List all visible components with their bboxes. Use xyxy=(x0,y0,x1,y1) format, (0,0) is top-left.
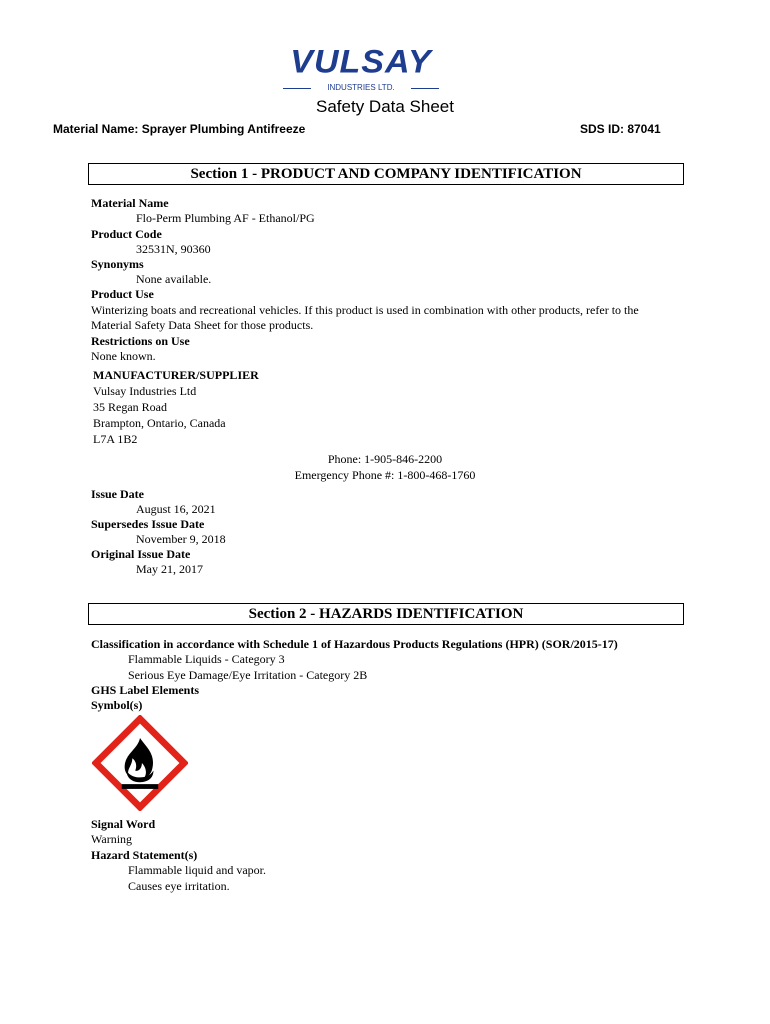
signal-word-label: Signal Word xyxy=(91,817,156,831)
issue-date-label: Issue Date xyxy=(91,487,144,501)
original-issue-value: May 21, 2017 xyxy=(136,562,203,576)
supersedes-value: November 9, 2018 xyxy=(136,532,226,546)
flame-pictogram-icon xyxy=(92,715,188,811)
product-code-value: 32531N, 90360 xyxy=(136,242,211,256)
symbols-label: Symbol(s) xyxy=(91,698,143,712)
hazard-statements-label: Hazard Statement(s) xyxy=(91,848,198,862)
emergency-phone: Emergency Phone #: 1-800-468-1760 xyxy=(294,468,476,482)
restrictions-label: Restrictions on Use xyxy=(91,334,190,348)
supplier-city: Brampton, Ontario, Canada xyxy=(93,416,226,430)
classification-item-2: Serious Eye Damage/Eye Irritation - Category 2B xyxy=(128,668,368,682)
phone: Phone: 1-905-846-2200 xyxy=(327,452,443,466)
material-name-header: Material Name: Sprayer Plumbing Antifreeze xyxy=(53,122,306,136)
logo-subtitle: INDUSTRIES LTD. xyxy=(327,83,395,92)
hazard-statement-1: Flammable liquid and vapor. xyxy=(128,863,266,877)
sds-id: SDS ID: 87041 xyxy=(580,122,661,136)
classification-label: Classification in accordance with Schedule 1 of Hazardous Products Regulations (HPR) (SOR/2015-17) xyxy=(91,637,618,651)
company-logo xyxy=(283,44,439,96)
supplier-street: 35 Regan Road xyxy=(93,400,167,414)
ghs-label-elements: GHS Label Elements xyxy=(91,683,200,697)
classification-item-1: Flammable Liquids - Category 3 xyxy=(128,652,285,666)
supersedes-label: Supersedes Issue Date xyxy=(91,517,205,531)
logo-brand-text: VULSAY xyxy=(290,43,432,81)
original-issue-label: Original Issue Date xyxy=(91,547,191,561)
material-name-value: Flo-Perm Plumbing AF - Ethanol/PG xyxy=(136,211,315,225)
document-title: Safety Data Sheet xyxy=(316,97,454,116)
issue-date-value: August 16, 2021 xyxy=(136,502,216,516)
section-1-heading: Section 1 - PRODUCT AND COMPANY IDENTIFICATION xyxy=(88,163,684,185)
synonyms-value: None available. xyxy=(136,272,212,286)
hazard-statement-2: Causes eye irritation. xyxy=(128,879,230,893)
supplier-label: MANUFACTURER/SUPPLIER xyxy=(93,368,259,382)
product-use-line-2: Material Safety Data Sheet for those products. xyxy=(91,318,314,332)
logo-rule-right xyxy=(411,88,439,89)
section-2-heading: Section 2 - HAZARDS IDENTIFICATION xyxy=(88,603,684,625)
material-name-label: Material Name xyxy=(91,196,169,210)
signal-word-value: Warning xyxy=(91,832,133,846)
restrictions-value: None known. xyxy=(91,349,156,363)
supplier-postal: L7A 1B2 xyxy=(93,432,138,446)
product-code-label: Product Code xyxy=(91,227,162,241)
product-use-label: Product Use xyxy=(91,287,154,301)
synonyms-label: Synonyms xyxy=(91,257,144,271)
supplier-name: Vulsay Industries Ltd xyxy=(93,384,197,398)
product-use-line-1: Winterizing boats and recreational vehicles. If this product is used in combination with other products, refer to the xyxy=(91,303,639,317)
